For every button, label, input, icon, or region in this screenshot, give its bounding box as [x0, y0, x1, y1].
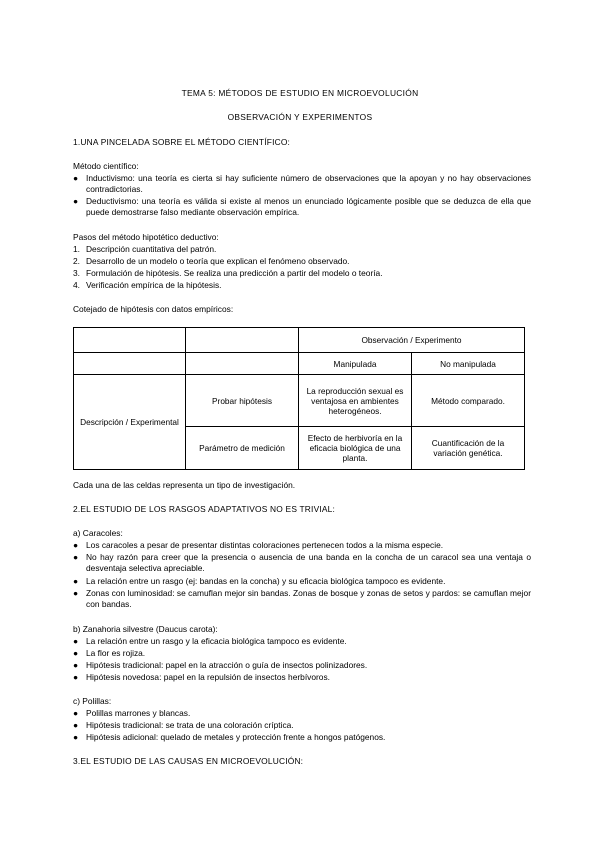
metodo-label: Método científico: — [73, 161, 139, 171]
step-number: 1. — [73, 244, 80, 254]
subsection-b-label: b) Zanahoria silvestre (Daucus carota): — [73, 624, 218, 634]
bullet-icon: ● — [73, 552, 79, 562]
list-item-text: La flor es rojiza. — [86, 648, 146, 658]
list-item-text: Zonas con luminosidad: se camuflan mejor sin bandas. Zonas de bosque y zonas de setos y pardos: se camuflan mejor con bandas. — [86, 588, 531, 609]
bullet-icon: ● — [73, 648, 79, 658]
list-item-text: Hipótesis novedosa: papel en la repulsión de insectos herbívoros. — [86, 672, 330, 682]
table-row-group: Descripción / Experimental — [74, 375, 186, 470]
investigation-table — [73, 327, 525, 470]
bullet-icon: ● — [73, 672, 79, 682]
bullet-icon: ● — [73, 588, 79, 598]
page-subtitle: OBSERVACIÓN Y EXPERIMENTOS — [227, 112, 373, 122]
bullet-icon: ● — [73, 173, 79, 183]
table-cell: Método comparado. — [412, 375, 525, 427]
section-3-heading: 3.EL ESTUDIO DE LAS CAUSAS EN MICROEVOLUCIÓN: — [73, 756, 304, 766]
bullet-icon: ● — [73, 708, 79, 718]
table-col-no-manipulada: No manipulada — [412, 353, 525, 375]
subsection-a-label: a) Caracoles: — [73, 528, 123, 538]
table-row2-label: Parámetro de medición — [186, 427, 299, 470]
section-2-heading: 2.EL ESTUDIO DE LOS RASGOS ADAPTATIVOS NO ES TRIVIAL: — [73, 504, 336, 514]
step-number: 4. — [73, 280, 80, 290]
list-item-text: No hay razón para creer que la presencia o ausencia de una banda en la concha de un caracol sea una ventaja o desventaja selectiva apreciable. — [86, 552, 531, 573]
section-1-heading: 1.UNA PINCELADA SOBRE EL MÉTODO CIENTÍFICO: — [73, 137, 291, 147]
table-cell: Cuantificación de la variación genética. — [412, 427, 525, 470]
page-title: TEMA 5: MÉTODOS DE ESTUDIO EN MICROEVOLUCIÓN — [181, 88, 419, 98]
bullet-icon: ● — [73, 636, 79, 646]
list-item-text: La relación entre un rasgo (ej: bandas en la concha) y su eficacia biológica tampoco es evidente. — [86, 576, 446, 586]
step-text: Formulación de hipótesis. Se realiza una predicción a partir del modelo o teoría. — [86, 268, 383, 278]
step-text: Desarrollo de un modelo o teoría que explican el fenómeno observado. — [86, 256, 350, 266]
table-empty-cell — [186, 353, 299, 375]
step-text: Descripción cuantitativa del patrón. — [86, 244, 217, 254]
list-item-text: Inductivismo: una teoría es cierta si hay suficiente número de observaciones que la apoyan y no hay observaciones contradictorias. — [86, 173, 531, 194]
table-header-group: Observación / Experimento — [299, 328, 525, 353]
cotejado-label: Cotejado de hipótesis con datos empíricos: — [73, 304, 234, 314]
bullet-icon: ● — [73, 196, 79, 206]
table-note: Cada una de las celdas representa un tipo de investigación. — [73, 480, 296, 490]
bullet-icon: ● — [73, 540, 79, 550]
table-empty-cell — [186, 328, 299, 353]
step-number: 3. — [73, 268, 80, 278]
table-empty-cell — [74, 328, 186, 353]
subsection-c-label: c) Polillas: — [73, 696, 112, 706]
list-item-text: Hipótesis tradicional: se trata de una coloración críptica. — [86, 720, 294, 730]
bullet-icon: ● — [73, 732, 79, 742]
list-item-text: Deductivismo: una teoría es válida si existe al menos un enunciado lógicamente posible que se deduzca de ella que puede demostrarse falso mediante observación empírica. — [86, 196, 531, 217]
list-item-text: Hipótesis adicional: quelado de metales y protección frente a hongos patógenos. — [86, 732, 386, 742]
table-cell: Efecto de herbivoría en la eficacia biológica de una planta. — [299, 427, 412, 470]
table-col-manipulada: Manipulada — [299, 353, 412, 375]
table-row1-label: Probar hipótesis — [186, 375, 299, 427]
step-text: Verificación empírica de la hipótesis. — [86, 280, 222, 290]
bullet-icon: ● — [73, 576, 79, 586]
table-cell: La reproducción sexual es ventajosa en ambientes heterogéneos. — [299, 375, 412, 427]
list-item-text: Los caracoles a pesar de presentar distintas coloraciones pertenecen todos a la misma especie. — [86, 540, 444, 550]
list-item-text: Hipótesis tradicional: papel en la atracción o guía de insectos polinizadores. — [86, 660, 368, 670]
bullet-icon: ● — [73, 660, 79, 670]
pasos-label: Pasos del método hipotético deductivo: — [73, 232, 219, 242]
bullet-icon: ● — [73, 720, 79, 730]
list-item-text: Polillas marrones y blancas. — [86, 708, 191, 718]
step-number: 2. — [73, 256, 80, 266]
table-empty-cell — [74, 353, 186, 375]
list-item-text: La relación entre un rasgo y la eficacia biológica tampoco es evidente. — [86, 636, 347, 646]
